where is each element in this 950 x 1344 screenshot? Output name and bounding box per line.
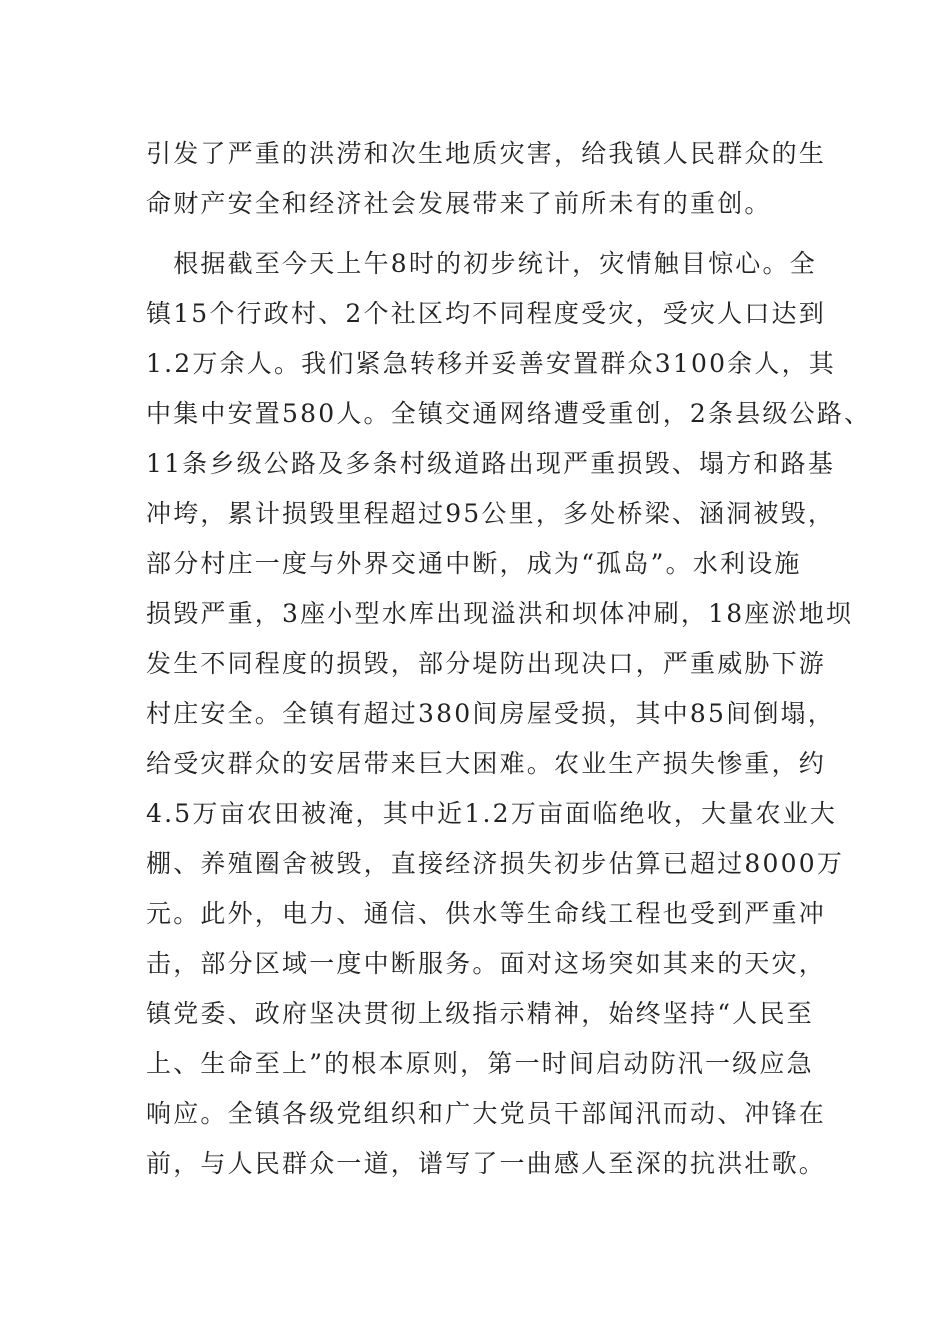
text-line: 冲垮，累计损毁里程超过95公里，多处桥梁、涵洞被毁， [146, 499, 836, 528]
text-line: 镇党委、政府坚决贯彻上级指示精神，始终坚持“人民至 [146, 999, 814, 1028]
text-line: 根据截至今天上午8时的初步统计，灾情触目惊心。全 [146, 249, 817, 278]
text-line: 中集中安置580人。全镇交通网络遭受重创，2条县级公路、 [146, 399, 872, 428]
text-line: 发生不同程度的损毁，部分堤防出现决口，严重威胁下游 [146, 649, 827, 678]
paragraph-2 [146, 239, 872, 1189]
text-line: 引发了严重的洪涝和次生地质灾害，给我镇人民群众的生 [146, 139, 827, 168]
text-line: 1.2万余人。我们紧急转移并妥善安置群众3100余人，其 [146, 349, 836, 378]
text-line: 棚、养殖圈舍被毁，直接经济损失初步估算已超过8000万 [146, 849, 845, 878]
text-line: 镇15个行政村、2个社区均不同程度受灾，受灾人口达到 [146, 299, 826, 328]
paragraph-1 [146, 129, 826, 229]
text-line: 元。此外，电力、通信、供水等生命线工程也受到严重冲 [146, 899, 827, 928]
text-line: 响应。全镇各级党组织和广大党员干部闻汛而动、冲锋在 [146, 1099, 827, 1128]
text-line: 击，部分区域一度中断服务。面对这场突如其来的天灾， [146, 949, 827, 978]
text-line: 命财产安全和经济社会发展带来了前所未有的重创。 [146, 189, 772, 218]
text-line: 4.5万亩农田被淹，其中近1.2万亩面临绝收，大量农业大 [146, 799, 838, 828]
text-line: 部分村庄一度与外界交通中断，成为“孤岛”。水利设施 [146, 549, 802, 578]
text-line: 损毁严重，3座小型水库出现溢洪和坝体冲刷，18座淤地坝 [146, 599, 854, 628]
text-line: 村庄安全。全镇有超过380间房屋受损，其中85间倒塌， [146, 699, 835, 728]
text-line: 前，与人民群众一道，谱写了一曲感人至深的抗洪壮歌。 [146, 1149, 827, 1178]
text-line: 给受灾群众的安居带来巨大困难。农业生产损失惨重，约 [146, 749, 827, 778]
text-line: 上、生命至上”的根本原则，第一时间启动防汛一级应急 [146, 1049, 814, 1078]
text-line: 11条乡级公路及多条村级道路出现严重损毁、塌方和路基 [146, 449, 836, 478]
